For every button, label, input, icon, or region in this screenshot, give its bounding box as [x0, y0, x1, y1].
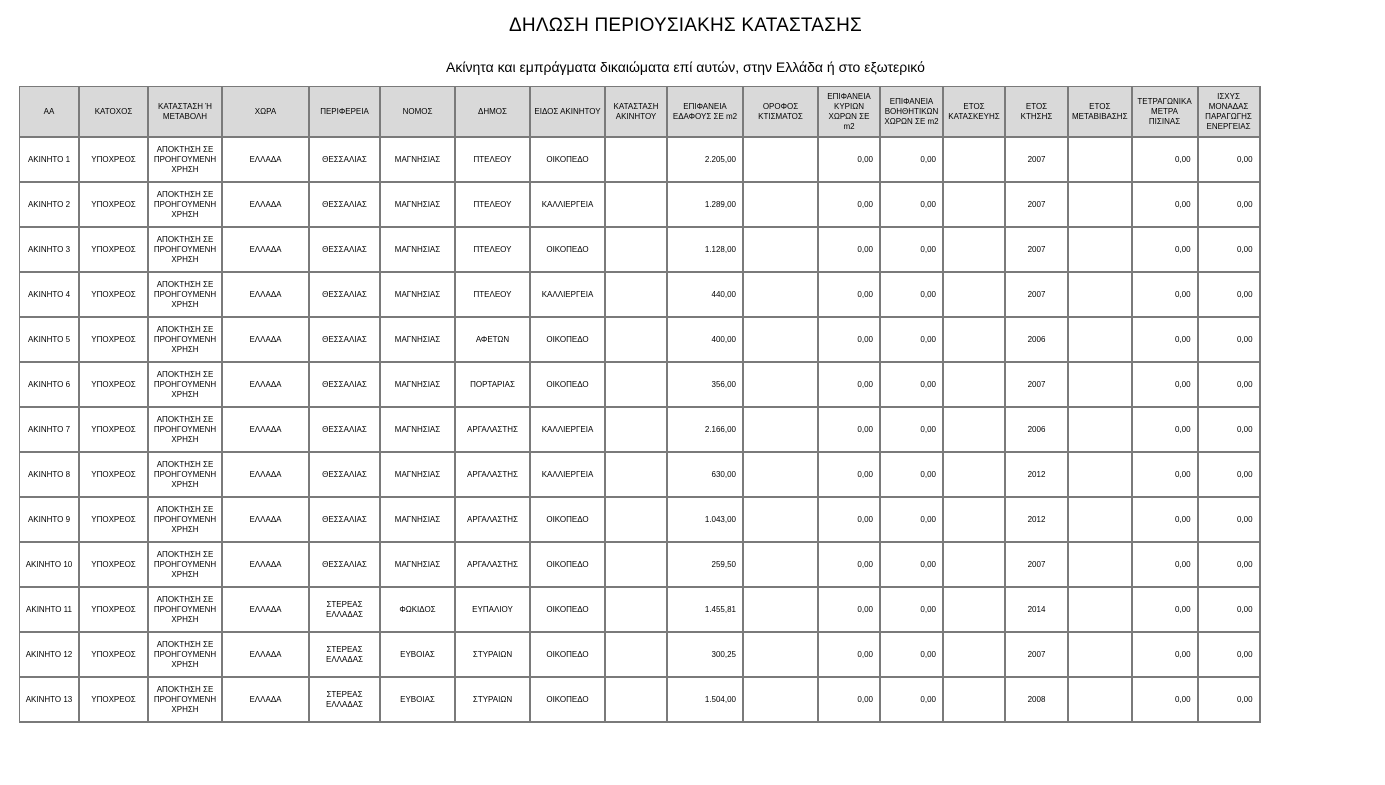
cell-etos-kataskevis	[944, 228, 1006, 273]
table-row	[20, 228, 1261, 273]
cell-ischys: 0,00	[1199, 363, 1261, 408]
cell-katoxos: ΥΠΟΧΡΕΟΣ	[80, 273, 149, 318]
cell-katoxos: ΥΠΟΧΡΕΟΣ	[80, 498, 149, 543]
cell-etos-ktisis: 2007	[1006, 543, 1069, 588]
cell-etos-kataskevis	[944, 138, 1006, 183]
cell-etos-ktisis: 2012	[1006, 453, 1069, 498]
cell-katoxos: ΥΠΟΧΡΕΟΣ	[80, 633, 149, 678]
cell-perifereia: ΘΕΣΣΑΛΙΑΣ	[310, 228, 381, 273]
cell-katoxos: ΥΠΟΧΡΕΟΣ	[80, 408, 149, 453]
cell-dimos: ΠΟΡΤΑΡΙΑΣ	[456, 363, 531, 408]
column-header-epifaneia-voithitikon: ΕΠΙΦΑΝΕΙΑ ΒΟΗΘΗΤΙΚΩΝ ΧΩΡΩΝ ΣΕ m2	[881, 87, 944, 138]
cell-xora: ΕΛΛΑΔΑ	[223, 453, 310, 498]
cell-aa: ΑΚΙΝΗΤΟ 13	[20, 678, 80, 723]
cell-eidos: ΟΙΚΟΠΕΔΟ	[531, 318, 606, 363]
column-header-orofos: ΟΡΟΦΟΣ ΚΤΙΣΜΑΤΟΣ	[744, 87, 819, 138]
cell-xora: ΕΛΛΑΔΑ	[223, 543, 310, 588]
cell-eidos: ΚΑΛΛΙΕΡΓΕΙΑ	[531, 453, 606, 498]
cell-nomos: ΦΩΚΙΔΟΣ	[381, 588, 456, 633]
cell-katastasi: ΑΠΟΚΤΗΣΗ ΣΕ ΠΡΟΗΓΟΥΜΕΝΗ ΧΡΗΣΗ	[149, 588, 223, 633]
cell-katastasi: ΑΠΟΚΤΗΣΗ ΣΕ ΠΡΟΗΓΟΥΜΕΝΗ ΧΡΗΣΗ	[149, 228, 223, 273]
cell-dimos: ΑΡΓΑΛΑΣΤΗΣ	[456, 408, 531, 453]
column-header-aa: ΑΑ	[20, 87, 80, 138]
column-header-epifaneia-edafous: ΕΠΙΦΑΝΕΙΑ ΕΔΑΦΟΥΣ ΣΕ m2	[668, 87, 744, 138]
cell-katoxos: ΥΠΟΧΡΕΟΣ	[80, 363, 149, 408]
cell-dimos: ΣΤΥΡΑΙΩΝ	[456, 633, 531, 678]
cell-etos-ktisis: 2007	[1006, 363, 1069, 408]
cell-eidos: ΚΑΛΛΙΕΡΓΕΙΑ	[531, 183, 606, 228]
cell-katoxos: ΥΠΟΧΡΕΟΣ	[80, 228, 149, 273]
table-body	[20, 138, 1261, 723]
cell-epifaneia-edafous: 1.043,00	[668, 498, 744, 543]
cell-eidos: ΟΙΚΟΠΕΔΟ	[531, 498, 606, 543]
cell-tetragonika: 0,00	[1133, 498, 1199, 543]
cell-orofos	[744, 273, 819, 318]
cell-etos-ktisis: 2007	[1006, 633, 1069, 678]
cell-etos-ktisis: 2006	[1006, 318, 1069, 363]
cell-perifereia: ΣΤΕΡΕΑΣ ΕΛΛΑΔΑΣ	[310, 633, 381, 678]
cell-etos-kataskevis	[944, 318, 1006, 363]
cell-etos-metavivasis	[1069, 273, 1133, 318]
cell-epifaneia-kyrion: 0,00	[819, 363, 881, 408]
cell-xora: ΕΛΛΑΔΑ	[223, 408, 310, 453]
cell-tetragonika: 0,00	[1133, 183, 1199, 228]
cell-katoxos: ΥΠΟΧΡΕΟΣ	[80, 588, 149, 633]
cell-etos-kataskevis	[944, 408, 1006, 453]
cell-epifaneia-kyrion: 0,00	[819, 543, 881, 588]
cell-nomos: ΕΥΒΟΙΑΣ	[381, 678, 456, 723]
cell-epifaneia-edafous: 1.128,00	[668, 228, 744, 273]
cell-xora: ΕΛΛΑΔΑ	[223, 273, 310, 318]
cell-orofos	[744, 138, 819, 183]
cell-dimos: ΑΦΕΤΩΝ	[456, 318, 531, 363]
cell-perifereia: ΘΕΣΣΑΛΙΑΣ	[310, 363, 381, 408]
cell-nomos: ΕΥΒΟΙΑΣ	[381, 633, 456, 678]
cell-nomos: ΜΑΓΝΗΣΙΑΣ	[381, 183, 456, 228]
cell-katastasi-akinitou	[606, 318, 668, 363]
cell-dimos: ΕΥΠΑΛΙΟΥ	[456, 588, 531, 633]
cell-perifereia: ΘΕΣΣΑΛΙΑΣ	[310, 453, 381, 498]
cell-aa: ΑΚΙΝΗΤΟ 4	[20, 273, 80, 318]
cell-etos-metavivasis	[1069, 543, 1133, 588]
cell-orofos	[744, 543, 819, 588]
cell-katastasi: ΑΠΟΚΤΗΣΗ ΣΕ ΠΡΟΗΓΟΥΜΕΝΗ ΧΡΗΣΗ	[149, 633, 223, 678]
cell-xora: ΕΛΛΑΔΑ	[223, 363, 310, 408]
cell-etos-kataskevis	[944, 588, 1006, 633]
cell-epifaneia-kyrion: 0,00	[819, 273, 881, 318]
cell-etos-metavivasis	[1069, 633, 1133, 678]
cell-dimos: ΠΤΕΛΕΟΥ	[456, 138, 531, 183]
column-header-dimos: ΔΗΜΟΣ	[456, 87, 531, 138]
cell-etos-metavivasis	[1069, 138, 1133, 183]
cell-katoxos: ΥΠΟΧΡΕΟΣ	[80, 318, 149, 363]
cell-perifereia: ΣΤΕΡΕΑΣ ΕΛΛΑΔΑΣ	[310, 678, 381, 723]
cell-ischys: 0,00	[1199, 318, 1261, 363]
cell-perifereia: ΘΕΣΣΑΛΙΑΣ	[310, 543, 381, 588]
cell-nomos: ΜΑΓΝΗΣΙΑΣ	[381, 453, 456, 498]
cell-ischys: 0,00	[1199, 273, 1261, 318]
cell-epifaneia-kyrion: 0,00	[819, 408, 881, 453]
cell-xora: ΕΛΛΑΔΑ	[223, 183, 310, 228]
cell-perifereia: ΘΕΣΣΑΛΙΑΣ	[310, 498, 381, 543]
cell-xora: ΕΛΛΑΔΑ	[223, 678, 310, 723]
cell-ischys: 0,00	[1199, 183, 1261, 228]
cell-epifaneia-voithitikon: 0,00	[881, 633, 944, 678]
cell-orofos	[744, 588, 819, 633]
column-header-epifaneia-kyrion: ΕΠΙΦΑΝΕΙΑ ΚΥΡΙΩΝ ΧΩΡΩΝ ΣΕ m2	[819, 87, 881, 138]
cell-epifaneia-kyrion: 0,00	[819, 678, 881, 723]
cell-aa: ΑΚΙΝΗΤΟ 5	[20, 318, 80, 363]
cell-aa: ΑΚΙΝΗΤΟ 11	[20, 588, 80, 633]
table-row	[20, 678, 1261, 723]
column-header-eidos: ΕΙΔΟΣ ΑΚΙΝΗΤΟΥ	[531, 87, 606, 138]
cell-epifaneia-voithitikon: 0,00	[881, 183, 944, 228]
cell-nomos: ΜΑΓΝΗΣΙΑΣ	[381, 408, 456, 453]
cell-nomos: ΜΑΓΝΗΣΙΑΣ	[381, 318, 456, 363]
cell-etos-kataskevis	[944, 633, 1006, 678]
cell-etos-ktisis: 2008	[1006, 678, 1069, 723]
cell-xora: ΕΛΛΑΔΑ	[223, 138, 310, 183]
cell-ischys: 0,00	[1199, 633, 1261, 678]
cell-aa: ΑΚΙΝΗΤΟ 8	[20, 453, 80, 498]
cell-eidos: ΟΙΚΟΠΕΔΟ	[531, 588, 606, 633]
cell-epifaneia-kyrion: 0,00	[819, 318, 881, 363]
cell-tetragonika: 0,00	[1133, 273, 1199, 318]
cell-katastasi-akinitou	[606, 183, 668, 228]
document-subtitle: Ακίνητα και εμπράγματα δικαιώματα επί αυτών, στην Ελλάδα ή στο εξωτερικό	[446, 59, 925, 75]
cell-etos-metavivasis	[1069, 588, 1133, 633]
cell-nomos: ΜΑΓΝΗΣΙΑΣ	[381, 228, 456, 273]
column-header-etos-ktisis: ΕΤΟΣ ΚΤΗΣΗΣ	[1006, 87, 1069, 138]
column-header-xora: ΧΩΡΑ	[223, 87, 310, 138]
table-row	[20, 543, 1261, 588]
cell-perifereia: ΘΕΣΣΑΛΙΑΣ	[310, 138, 381, 183]
cell-perifereia: ΣΤΕΡΕΑΣ ΕΛΛΑΔΑΣ	[310, 588, 381, 633]
cell-etos-metavivasis	[1069, 228, 1133, 273]
cell-aa: ΑΚΙΝΗΤΟ 9	[20, 498, 80, 543]
cell-ischys: 0,00	[1199, 588, 1261, 633]
cell-katastasi-akinitou	[606, 363, 668, 408]
cell-eidos: ΟΙΚΟΠΕΔΟ	[531, 678, 606, 723]
cell-eidos: ΟΙΚΟΠΕΔΟ	[531, 543, 606, 588]
cell-dimos: ΣΤΥΡΑΙΩΝ	[456, 678, 531, 723]
cell-epifaneia-kyrion: 0,00	[819, 228, 881, 273]
cell-etos-kataskevis	[944, 498, 1006, 543]
table-row	[20, 633, 1261, 678]
cell-aa: ΑΚΙΝΗΤΟ 1	[20, 138, 80, 183]
cell-ischys: 0,00	[1199, 498, 1261, 543]
cell-orofos	[744, 453, 819, 498]
cell-xora: ΕΛΛΑΔΑ	[223, 228, 310, 273]
cell-tetragonika: 0,00	[1133, 543, 1199, 588]
table-row	[20, 498, 1261, 543]
cell-katastasi-akinitou	[606, 138, 668, 183]
table-row	[20, 183, 1261, 228]
cell-etos-ktisis: 2007	[1006, 228, 1069, 273]
cell-etos-kataskevis	[944, 678, 1006, 723]
cell-epifaneia-voithitikon: 0,00	[881, 138, 944, 183]
column-header-perifereia: ΠΕΡΙΦΕΡΕΙΑ	[310, 87, 381, 138]
cell-perifereia: ΘΕΣΣΑΛΙΑΣ	[310, 318, 381, 363]
cell-tetragonika: 0,00	[1133, 453, 1199, 498]
cell-dimos: ΠΤΕΛΕΟΥ	[456, 183, 531, 228]
cell-katastasi-akinitou	[606, 408, 668, 453]
cell-etos-metavivasis	[1069, 498, 1133, 543]
cell-orofos	[744, 363, 819, 408]
header-row	[20, 87, 1261, 138]
cell-ischys: 0,00	[1199, 138, 1261, 183]
cell-katastasi-akinitou	[606, 228, 668, 273]
cell-dimos: ΑΡΓΑΛΑΣΤΗΣ	[456, 543, 531, 588]
cell-etos-ktisis: 2012	[1006, 498, 1069, 543]
cell-eidos: ΚΑΛΛΙΕΡΓΕΙΑ	[531, 273, 606, 318]
cell-aa: ΑΚΙΝΗΤΟ 3	[20, 228, 80, 273]
column-header-etos-kataskevis: ΕΤΟΣ ΚΑΤΑΣΚΕΥΗΣ	[944, 87, 1006, 138]
cell-orofos	[744, 498, 819, 543]
cell-etos-kataskevis	[944, 363, 1006, 408]
cell-nomos: ΜΑΓΝΗΣΙΑΣ	[381, 273, 456, 318]
cell-etos-kataskevis	[944, 543, 1006, 588]
cell-eidos: ΟΙΚΟΠΕΔΟ	[531, 228, 606, 273]
cell-perifereia: ΘΕΣΣΑΛΙΑΣ	[310, 273, 381, 318]
cell-etos-metavivasis	[1069, 183, 1133, 228]
cell-epifaneia-edafous: 259,50	[668, 543, 744, 588]
cell-katoxos: ΥΠΟΧΡΕΟΣ	[80, 678, 149, 723]
cell-epifaneia-voithitikon: 0,00	[881, 408, 944, 453]
cell-katastasi-akinitou	[606, 498, 668, 543]
cell-aa: ΑΚΙΝΗΤΟ 10	[20, 543, 80, 588]
cell-etos-metavivasis	[1069, 408, 1133, 453]
cell-epifaneia-edafous: 1.289,00	[668, 183, 744, 228]
cell-katastasi-akinitou	[606, 678, 668, 723]
column-header-katoxos: ΚΑΤΟΧΟΣ	[80, 87, 149, 138]
cell-etos-metavivasis	[1069, 318, 1133, 363]
cell-etos-ktisis: 2006	[1006, 408, 1069, 453]
column-header-katastasi-akinitou: ΚΑΤΑΣΤΑΣΗ ΑΚΙΝΗΤΟΥ	[606, 87, 668, 138]
table-row	[20, 453, 1261, 498]
cell-epifaneia-voithitikon: 0,00	[881, 228, 944, 273]
cell-dimos: ΠΤΕΛΕΟΥ	[456, 228, 531, 273]
cell-epifaneia-kyrion: 0,00	[819, 183, 881, 228]
cell-tetragonika: 0,00	[1133, 588, 1199, 633]
cell-eidos: ΚΑΛΛΙΕΡΓΕΙΑ	[531, 408, 606, 453]
cell-epifaneia-voithitikon: 0,00	[881, 453, 944, 498]
cell-etos-ktisis: 2014	[1006, 588, 1069, 633]
cell-katastasi: ΑΠΟΚΤΗΣΗ ΣΕ ΠΡΟΗΓΟΥΜΕΝΗ ΧΡΗΣΗ	[149, 543, 223, 588]
cell-epifaneia-edafous: 400,00	[668, 318, 744, 363]
cell-katastasi: ΑΠΟΚΤΗΣΗ ΣΕ ΠΡΟΗΓΟΥΜΕΝΗ ΧΡΗΣΗ	[149, 498, 223, 543]
cell-tetragonika: 0,00	[1133, 318, 1199, 363]
cell-orofos	[744, 678, 819, 723]
cell-nomos: ΜΑΓΝΗΣΙΑΣ	[381, 363, 456, 408]
cell-epifaneia-edafous: 440,00	[668, 273, 744, 318]
cell-eidos: ΟΙΚΟΠΕΔΟ	[531, 138, 606, 183]
cell-etos-kataskevis	[944, 183, 1006, 228]
cell-ischys: 0,00	[1199, 228, 1261, 273]
cell-etos-kataskevis	[944, 453, 1006, 498]
table-header	[20, 87, 1261, 138]
cell-epifaneia-kyrion: 0,00	[819, 138, 881, 183]
cell-epifaneia-voithitikon: 0,00	[881, 273, 944, 318]
cell-etos-ktisis: 2007	[1006, 183, 1069, 228]
cell-katoxos: ΥΠΟΧΡΕΟΣ	[80, 138, 149, 183]
cell-nomos: ΜΑΓΝΗΣΙΑΣ	[381, 498, 456, 543]
cell-orofos	[744, 228, 819, 273]
cell-katastasi-akinitou	[606, 453, 668, 498]
cell-etos-metavivasis	[1069, 363, 1133, 408]
cell-katastasi: ΑΠΟΚΤΗΣΗ ΣΕ ΠΡΟΗΓΟΥΜΕΝΗ ΧΡΗΣΗ	[149, 408, 223, 453]
cell-katastasi: ΑΠΟΚΤΗΣΗ ΣΕ ΠΡΟΗΓΟΥΜΕΝΗ ΧΡΗΣΗ	[149, 273, 223, 318]
cell-epifaneia-voithitikon: 0,00	[881, 588, 944, 633]
cell-epifaneia-voithitikon: 0,00	[881, 363, 944, 408]
cell-aa: ΑΚΙΝΗΤΟ 6	[20, 363, 80, 408]
cell-etos-kataskevis	[944, 273, 1006, 318]
cell-etos-metavivasis	[1069, 453, 1133, 498]
cell-dimos: ΑΡΓΑΛΑΣΤΗΣ	[456, 453, 531, 498]
cell-katastasi: ΑΠΟΚΤΗΣΗ ΣΕ ΠΡΟΗΓΟΥΜΕΝΗ ΧΡΗΣΗ	[149, 318, 223, 363]
cell-katastasi: ΑΠΟΚΤΗΣΗ ΣΕ ΠΡΟΗΓΟΥΜΕΝΗ ΧΡΗΣΗ	[149, 138, 223, 183]
cell-orofos	[744, 633, 819, 678]
cell-orofos	[744, 408, 819, 453]
cell-katastasi: ΑΠΟΚΤΗΣΗ ΣΕ ΠΡΟΗΓΟΥΜΕΝΗ ΧΡΗΣΗ	[149, 183, 223, 228]
cell-katastasi-akinitou	[606, 588, 668, 633]
cell-tetragonika: 0,00	[1133, 633, 1199, 678]
cell-epifaneia-kyrion: 0,00	[819, 453, 881, 498]
cell-epifaneia-edafous: 356,00	[668, 363, 744, 408]
cell-katoxos: ΥΠΟΧΡΕΟΣ	[80, 543, 149, 588]
cell-etos-ktisis: 2007	[1006, 273, 1069, 318]
cell-ischys: 0,00	[1199, 678, 1261, 723]
cell-tetragonika: 0,00	[1133, 228, 1199, 273]
cell-katastasi: ΑΠΟΚΤΗΣΗ ΣΕ ΠΡΟΗΓΟΥΜΕΝΗ ΧΡΗΣΗ	[149, 678, 223, 723]
cell-katastasi: ΑΠΟΚΤΗΣΗ ΣΕ ΠΡΟΗΓΟΥΜΕΝΗ ΧΡΗΣΗ	[149, 363, 223, 408]
cell-epifaneia-kyrion: 0,00	[819, 498, 881, 543]
cell-epifaneia-kyrion: 0,00	[819, 588, 881, 633]
assets-table-container	[19, 86, 1261, 723]
column-header-ischys: ΙΣΧΥΣ ΜΟΝΑΔΑΣ ΠΑΡΑΓΩΓΗΣ ΕΝΕΡΓΕΙΑΣ	[1199, 87, 1261, 138]
column-header-katastasi: ΚΑΤΑΣΤΑΣΗ Ή ΜΕΤΑΒΟΛΗ	[149, 87, 223, 138]
cell-katastasi-akinitou	[606, 543, 668, 588]
cell-epifaneia-voithitikon: 0,00	[881, 318, 944, 363]
cell-etos-metavivasis	[1069, 678, 1133, 723]
cell-orofos	[744, 318, 819, 363]
cell-katastasi-akinitou	[606, 273, 668, 318]
cell-epifaneia-voithitikon: 0,00	[881, 543, 944, 588]
cell-epifaneia-edafous: 300,25	[668, 633, 744, 678]
column-header-tetragonika: ΤΕΤΡΑΓΩΝΙΚΑ ΜΕΤΡΑ ΠΙΣΙΝΑΣ	[1133, 87, 1199, 138]
table-row	[20, 138, 1261, 183]
cell-eidos: ΟΙΚΟΠΕΔΟ	[531, 363, 606, 408]
cell-epifaneia-voithitikon: 0,00	[881, 678, 944, 723]
cell-dimos: ΑΡΓΑΛΑΣΤΗΣ	[456, 498, 531, 543]
cell-ischys: 0,00	[1199, 543, 1261, 588]
column-header-etos-metavivasis: ΕΤΟΣ ΜΕΤΑΒΙΒΑΣΗΣ	[1069, 87, 1133, 138]
cell-eidos: ΟΙΚΟΠΕΔΟ	[531, 633, 606, 678]
cell-epifaneia-edafous: 630,00	[668, 453, 744, 498]
cell-xora: ΕΛΛΑΔΑ	[223, 633, 310, 678]
cell-etos-ktisis: 2007	[1006, 138, 1069, 183]
cell-tetragonika: 0,00	[1133, 678, 1199, 723]
cell-dimos: ΠΤΕΛΕΟΥ	[456, 273, 531, 318]
cell-epifaneia-voithitikon: 0,00	[881, 498, 944, 543]
table-row	[20, 408, 1261, 453]
cell-nomos: ΜΑΓΝΗΣΙΑΣ	[381, 543, 456, 588]
cell-katoxos: ΥΠΟΧΡΕΟΣ	[80, 183, 149, 228]
cell-aa: ΑΚΙΝΗΤΟ 2	[20, 183, 80, 228]
cell-katastasi-akinitou	[606, 633, 668, 678]
real-estate-table	[19, 86, 1261, 723]
cell-xora: ΕΛΛΑΔΑ	[223, 588, 310, 633]
cell-epifaneia-edafous: 2.205,00	[668, 138, 744, 183]
cell-tetragonika: 0,00	[1133, 363, 1199, 408]
cell-ischys: 0,00	[1199, 453, 1261, 498]
table-row	[20, 588, 1261, 633]
cell-orofos	[744, 183, 819, 228]
table-row	[20, 363, 1261, 408]
cell-tetragonika: 0,00	[1133, 138, 1199, 183]
cell-perifereia: ΘΕΣΣΑΛΙΑΣ	[310, 183, 381, 228]
table-row	[20, 318, 1261, 363]
document-title: ΔΗΛΩΣΗ ΠΕΡΙΟΥΣΙΑΚΗΣ ΚΑΤΑΣΤΑΣΗΣ	[509, 15, 862, 36]
cell-perifereia: ΘΕΣΣΑΛΙΑΣ	[310, 408, 381, 453]
cell-xora: ΕΛΛΑΔΑ	[223, 498, 310, 543]
cell-aa: ΑΚΙΝΗΤΟ 12	[20, 633, 80, 678]
cell-tetragonika: 0,00	[1133, 408, 1199, 453]
cell-epifaneia-edafous: 1.504,00	[668, 678, 744, 723]
column-header-nomos: ΝΟΜΟΣ	[381, 87, 456, 138]
cell-ischys: 0,00	[1199, 408, 1261, 453]
cell-katastasi: ΑΠΟΚΤΗΣΗ ΣΕ ΠΡΟΗΓΟΥΜΕΝΗ ΧΡΗΣΗ	[149, 453, 223, 498]
cell-nomos: ΜΑΓΝΗΣΙΑΣ	[381, 138, 456, 183]
cell-epifaneia-edafous: 2.166,00	[668, 408, 744, 453]
cell-epifaneia-kyrion: 0,00	[819, 633, 881, 678]
cell-xora: ΕΛΛΑΔΑ	[223, 318, 310, 363]
cell-aa: ΑΚΙΝΗΤΟ 7	[20, 408, 80, 453]
cell-epifaneia-edafous: 1.455,81	[668, 588, 744, 633]
table-row	[20, 273, 1261, 318]
cell-katoxos: ΥΠΟΧΡΕΟΣ	[80, 453, 149, 498]
